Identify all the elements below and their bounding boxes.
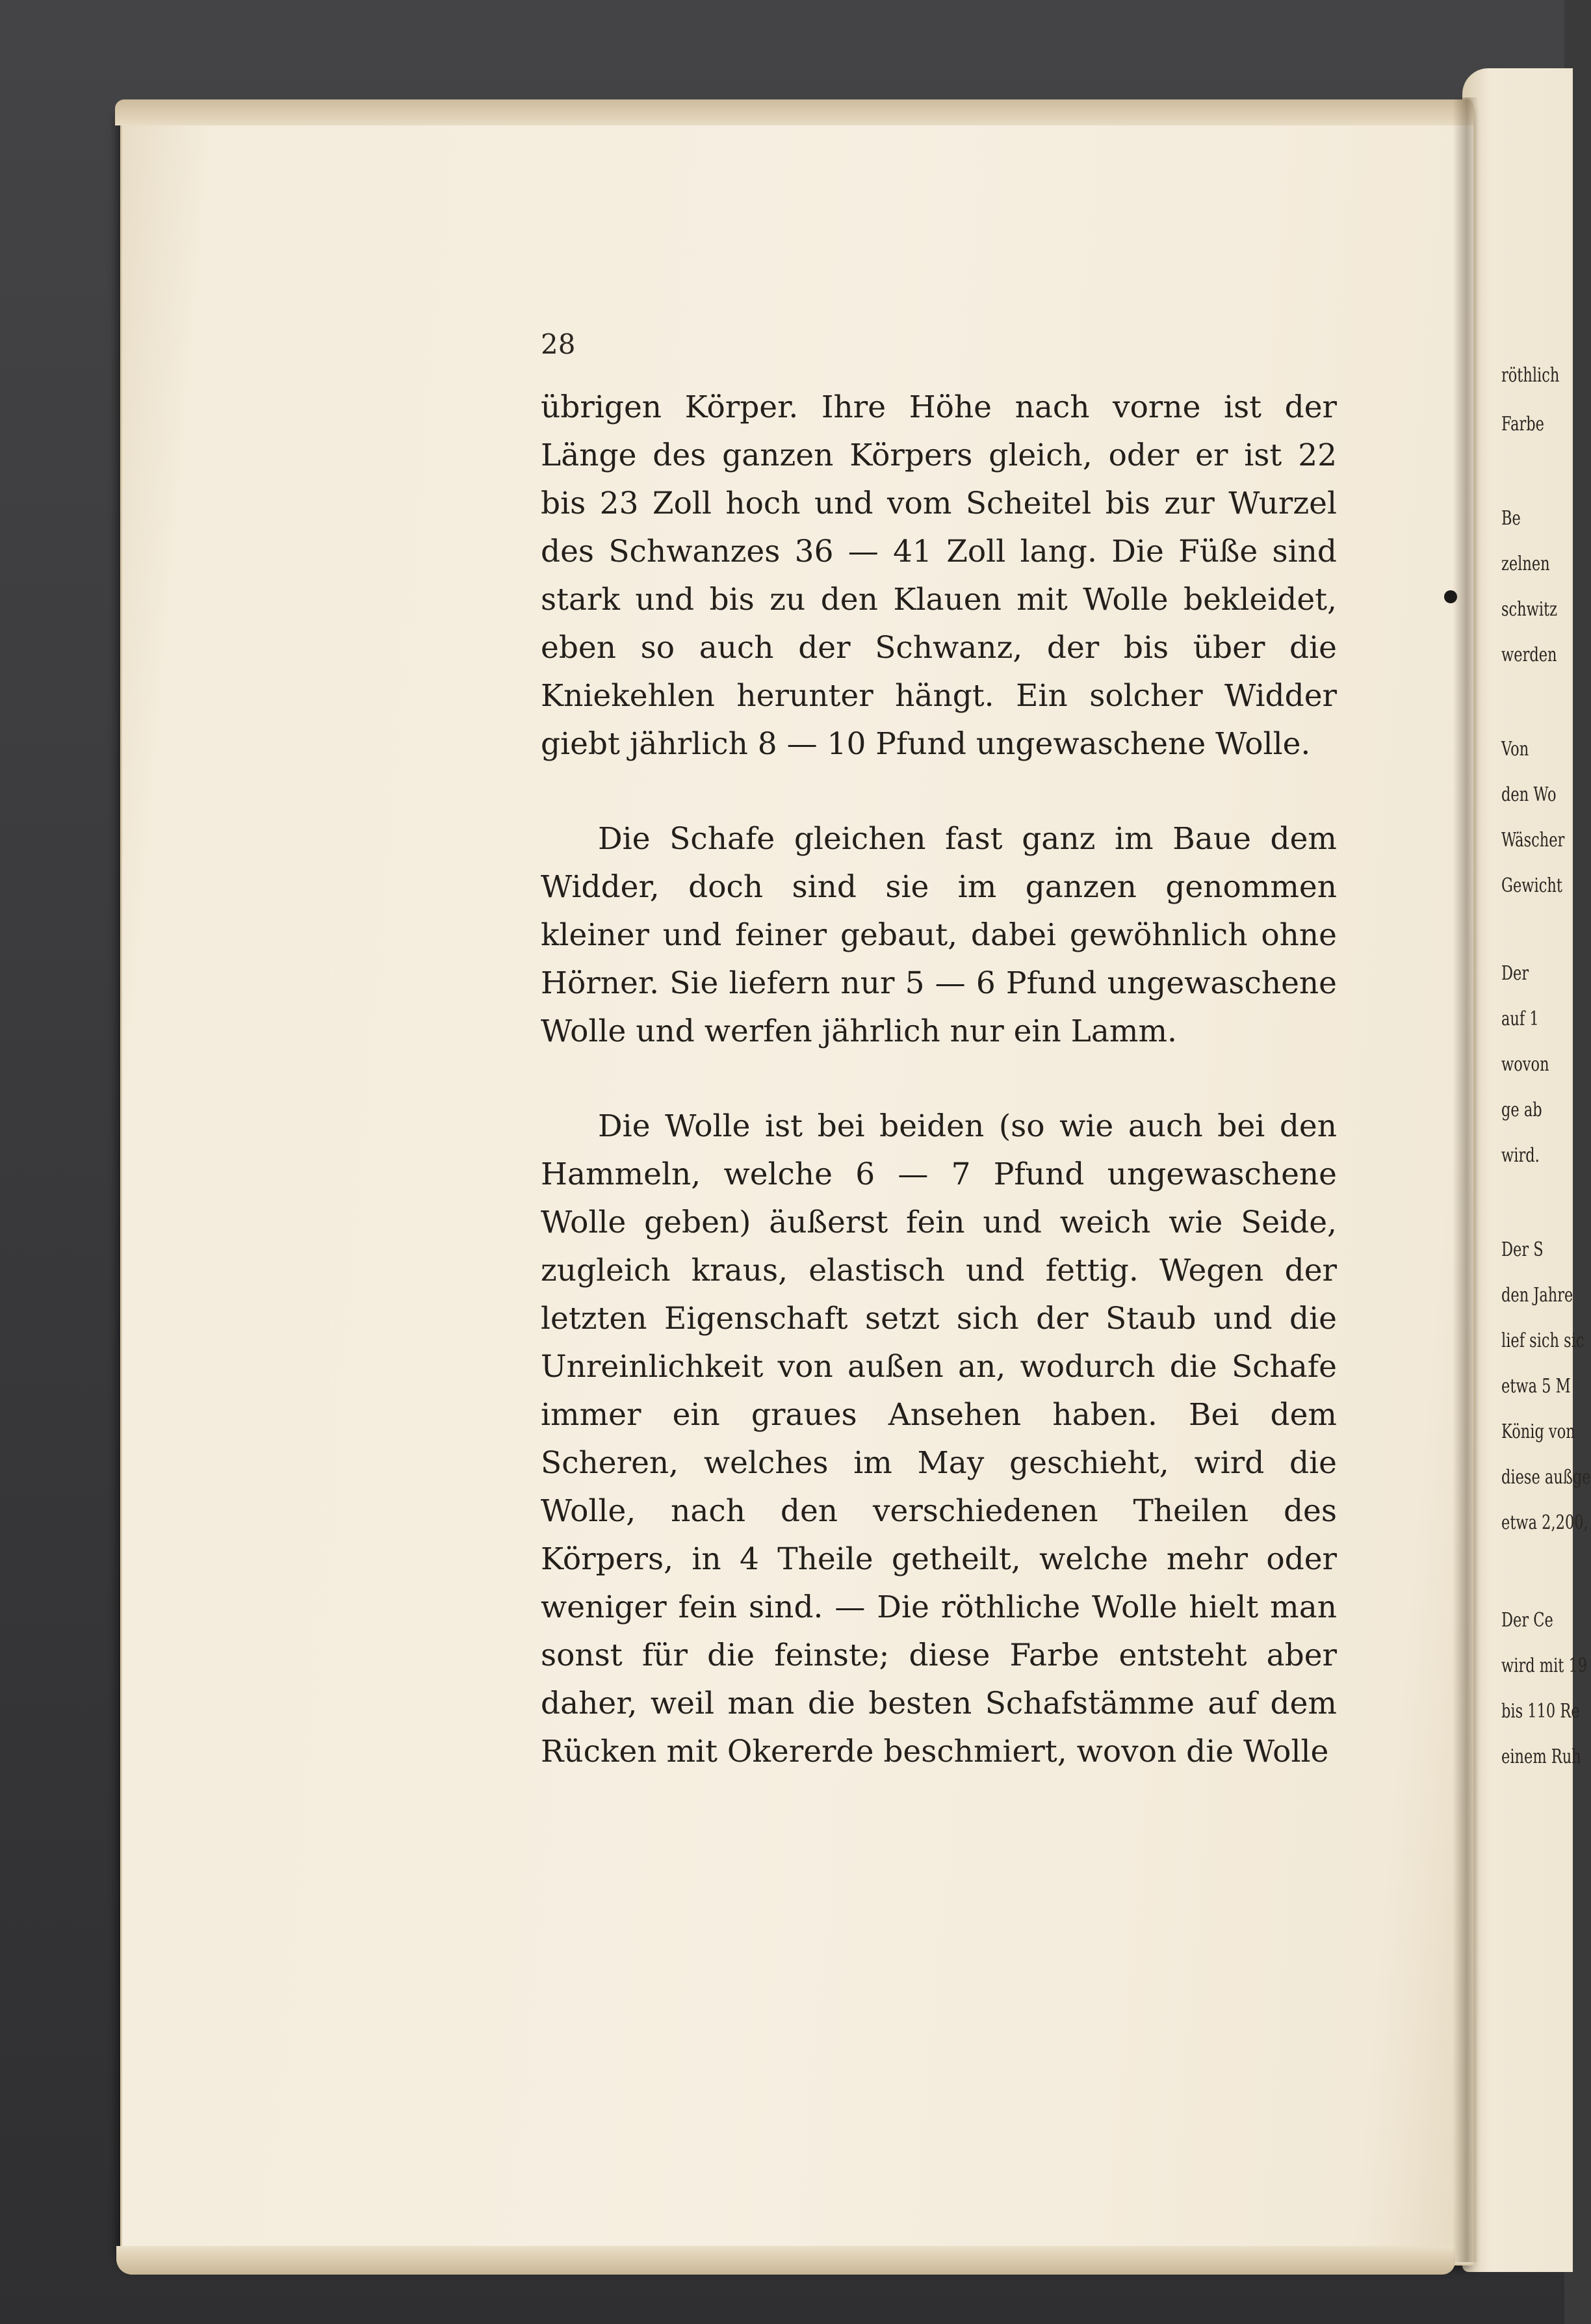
facing-page-line: lief sich sic: [1501, 1329, 1585, 1352]
facing-page-line: Be: [1501, 507, 1521, 530]
facing-page-line: zelnen: [1501, 553, 1550, 575]
ink-mark: [1444, 590, 1457, 603]
facing-page-line: ge ab: [1501, 1099, 1542, 1121]
facing-page-line: röthlich: [1501, 364, 1560, 387]
page-text: [541, 384, 1337, 1776]
facing-page-line: Der S: [1501, 1238, 1544, 1261]
book-gutter: [1453, 98, 1479, 2262]
facing-page-line: schwitz: [1501, 598, 1557, 621]
facing-page-line: etwa 5 M: [1501, 1375, 1571, 1398]
facing-page-line: Farbe: [1501, 413, 1544, 436]
paragraph: Die Wolle ist bei beiden (so wie auch bei den Hammeln, welche 6 — 7 Pfund ungewaschene Wolle geben) äußerst fein und weich wie Seide, zugleich kraus, elastisch und fettig. Wegen der letzten Eigenschaft setzt sich der Staub und die Unreinlichkeit von außen an, wodurch die Schafe immer ein graues Ansehen haben. Bei dem Scheren, welches im May geschieht, wird die Wolle, nach den verschiedenen Theilen des Körpers, in 4 Theile getheilt, welche mehr oder weniger fein sind. — Die röthliche Wolle hielt man sonst für die feinste; diese Farbe entsteht aber daher, weil man die besten Schafstämme auf dem Rücken mit Okererde beschmiert, wovon die Wolle: [541, 1108, 1337, 1769]
facing-page-fragment: [1462, 68, 1591, 2272]
facing-page-line: diese außge: [1501, 1466, 1591, 1489]
facing-page-line: einem Ruh: [1501, 1745, 1581, 1768]
facing-page-line: wovon: [1501, 1053, 1549, 1076]
facing-page-line: Gewicht: [1501, 874, 1562, 897]
facing-page-line: wird.: [1501, 1144, 1540, 1167]
facing-page-line: auf 1: [1501, 1008, 1539, 1030]
facing-page-line: den Jahre: [1501, 1284, 1573, 1307]
paragraph: Die Schafe gleichen fast ganz im Baue dem Widder, doch sind sie im ganzen genommen kleiner und feiner gebaut, dabei gewöhnlich ohne Hörner. Sie liefern nur 5 — 6 Pfund ungewaschene Wolle und werfen jährlich nur ein Lamm.: [541, 821, 1337, 1049]
facing-page-line: Der: [1501, 962, 1529, 985]
facing-page-line: Wäscher: [1501, 829, 1565, 852]
facing-page-line: bis 110 Re: [1501, 1700, 1580, 1723]
paragraph: übrigen Körper. Ihre Höhe nach vorne ist der Länge des ganzen Körpers gleich, oder er ist 22 bis 23 Zoll hoch und vom Scheitel bis zur Wurzel des Schwanzes 36 — 41 Zoll lang. Die Füße sind stark und bis zu den Klauen mit Wolle bekleidet, eben so auch der Schwanz, der bis über die Kniekehlen herunter hängt. Ein solcher Widder giebt jährlich 8 — 10 Pfund ungewaschene Wolle.: [541, 389, 1337, 762]
page-number: 28: [541, 328, 576, 360]
facing-page-line: Von: [1501, 738, 1529, 761]
facing-page-line: König von: [1501, 1420, 1575, 1443]
facing-page-line: etwa 2,200,: [1501, 1511, 1588, 1534]
facing-page-line: werden: [1501, 644, 1557, 666]
facing-page-line: Der Ce: [1501, 1609, 1553, 1632]
facing-page-line: wird mit 19: [1501, 1654, 1588, 1677]
facing-page-line: den Wo: [1501, 783, 1557, 806]
